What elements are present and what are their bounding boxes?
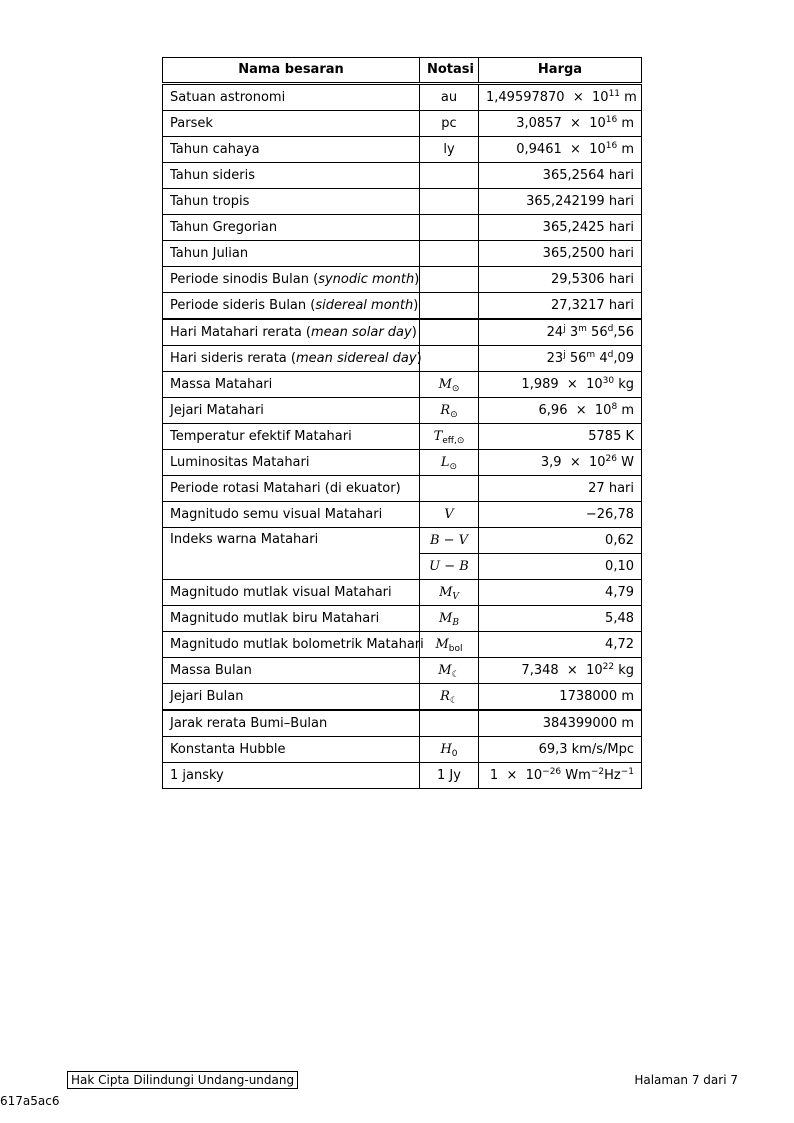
table-row [163, 684, 642, 711]
row-symbol [420, 189, 479, 215]
row-name: Magnitudo mutlak bolometrik Matahari [163, 632, 420, 658]
table-row [163, 710, 642, 737]
sun-symbol-icon: ⊙ [451, 383, 460, 394]
row-value: $0,9461 \times 10^{16}$ m [479, 137, 642, 163]
row-name: Tahun Gregorian [163, 215, 420, 241]
table-row [163, 476, 642, 502]
table-row [163, 528, 642, 554]
row-symbol [420, 215, 479, 241]
table-row [163, 137, 642, 163]
row-value: 0,62 [479, 528, 642, 554]
row-name: Tahun Julian [163, 241, 420, 267]
table-row [163, 241, 642, 267]
document-id: 617a5ac6 [0, 1094, 60, 1108]
row-symbol: B − V [420, 528, 479, 554]
table-row [163, 658, 642, 684]
row-value: $1,49597870 \times 10^{11}$ m [479, 84, 642, 111]
moon-symbol-icon: ☾ [449, 695, 458, 706]
table-row [163, 450, 642, 476]
row-name: Indeks warna Matahari [163, 528, 420, 580]
row-name: Massa Matahari [163, 372, 420, 398]
table-row [163, 163, 642, 189]
row-name: Tahun sideris [163, 163, 420, 189]
row-name: Periode sinodis Bulan (synodic month) [163, 267, 420, 293]
row-name: Jejari Matahari [163, 398, 420, 424]
row-name: Jejari Bulan [163, 684, 420, 711]
row-name: Konstanta Hubble [163, 737, 420, 763]
row-value: 5785 K [479, 424, 642, 450]
table-row [163, 502, 642, 528]
row-value: 365,242199 hari [479, 189, 642, 215]
row-value: −26,78 [479, 502, 642, 528]
table-row [163, 398, 642, 424]
row-name: Tahun cahaya [163, 137, 420, 163]
header-value: Harga [479, 58, 642, 84]
row-value: 1738000 m [479, 684, 642, 711]
row-symbol: $L_⊙$ [420, 450, 479, 476]
row-symbol [420, 241, 479, 267]
row-name: Hari Matahari rerata (mean solar day) [163, 319, 420, 346]
table-row [163, 111, 642, 137]
row-name: Magnitudo semu visual Matahari [163, 502, 420, 528]
row-symbol: $M_⊙$ [420, 372, 479, 398]
row-value: 384399000 m [479, 710, 642, 737]
table-row [163, 632, 642, 658]
table-row [163, 424, 642, 450]
header-name: Nama besaran [163, 58, 420, 84]
row-name: Satuan astronomi [163, 84, 420, 111]
row-name: Massa Bulan [163, 658, 420, 684]
row-symbol [420, 293, 479, 320]
header-row [163, 58, 642, 84]
row-symbol [420, 319, 479, 346]
row-value: $1,989 \times 10^{30}$ kg [479, 372, 642, 398]
row-symbol [420, 476, 479, 502]
row-symbol: ly [420, 137, 479, 163]
row-value: 365,2500 hari [479, 241, 642, 267]
constants-table [162, 57, 642, 789]
row-value: 27 hari [479, 476, 642, 502]
row-symbol: $M_☾$ [420, 658, 479, 684]
row-symbol [420, 163, 479, 189]
row-symbol: $H_0$ [420, 737, 479, 763]
row-name: Periode sideris Bulan (sidereal month) [163, 293, 420, 320]
table-row [163, 737, 642, 763]
row-name: Tahun tropis [163, 189, 420, 215]
row-value: 365,2425 hari [479, 215, 642, 241]
row-name: Magnitudo mutlak visual Matahari [163, 580, 420, 606]
page-number: Halaman 7 dari 7 [634, 1073, 738, 1087]
copyright-notice: Hak Cipta Dilindungi Undang-undang [67, 1071, 298, 1089]
row-value: $3,0857 \times 10^{16}$ m [479, 111, 642, 137]
row-name: Luminositas Matahari [163, 450, 420, 476]
row-symbol [420, 710, 479, 737]
sun-symbol-icon: ⊙ [449, 461, 458, 472]
header-notation: Notasi [420, 58, 479, 84]
row-symbol: $M_{bol}$ [420, 632, 479, 658]
table-row [163, 372, 642, 398]
row-value: $3,9 \times 10^{26}$ W [479, 450, 642, 476]
row-value: 5,48 [479, 606, 642, 632]
row-value: 29,5306 hari [479, 267, 642, 293]
row-symbol [420, 267, 479, 293]
row-value: 23$^j$ 56$^m$ 4$^d$,09 [479, 346, 642, 372]
row-symbol [420, 346, 479, 372]
table-row [163, 763, 642, 789]
row-symbol: $M_B$ [420, 606, 479, 632]
sun-symbol-icon: ⊙ [450, 409, 458, 420]
table-row [163, 267, 642, 293]
row-name: Periode rotasi Matahari (di ekuator) [163, 476, 420, 502]
table-row [163, 580, 642, 606]
moon-symbol-icon: ☾ [451, 669, 460, 680]
row-name: Jarak rerata Bumi–Bulan [163, 710, 420, 737]
table-row [163, 606, 642, 632]
row-symbol: pc [420, 111, 479, 137]
row-name: Temperatur efektif Matahari [163, 424, 420, 450]
row-value: 24$^j$ 3$^m$ 56$^d$,56 [479, 319, 642, 346]
row-symbol: $R_⊙$ [420, 398, 479, 424]
row-value: 4,72 [479, 632, 642, 658]
row-symbol: $M_V$ [420, 580, 479, 606]
row-value: 27,3217 hari [479, 293, 642, 320]
row-value: $1 \times 10^{-26}$ $Wm^{-2}Hz^{-1}$ [479, 763, 642, 789]
row-value: $7,348 \times 10^{22}$ kg [479, 658, 642, 684]
row-symbol: $T_{eff,⊙}$ [420, 424, 479, 450]
table-row [163, 319, 642, 346]
row-name: Parsek [163, 111, 420, 137]
row-symbol: U − B [420, 554, 479, 580]
table-row [163, 215, 642, 241]
row-value: 0,10 [479, 554, 642, 580]
table-row [163, 293, 642, 320]
row-value: $6,96 \times 10^8$ m [479, 398, 642, 424]
row-value: 4,79 [479, 580, 642, 606]
row-symbol: V [420, 502, 479, 528]
row-symbol: au [420, 84, 479, 111]
row-value: 365,2564 hari [479, 163, 642, 189]
table-row [163, 84, 642, 111]
table-row [163, 189, 642, 215]
row-symbol: 1 Jy [420, 763, 479, 789]
sun-symbol-icon: ⊙ [456, 435, 465, 446]
row-name: 1 jansky [163, 763, 420, 789]
row-name: Magnitudo mutlak biru Matahari [163, 606, 420, 632]
row-name: Hari sideris rerata (mean sidereal day) [163, 346, 420, 372]
row-symbol: $R_☾$ [420, 684, 479, 711]
row-value: 69,3 km/s/Mpc [479, 737, 642, 763]
table-row [163, 346, 642, 372]
